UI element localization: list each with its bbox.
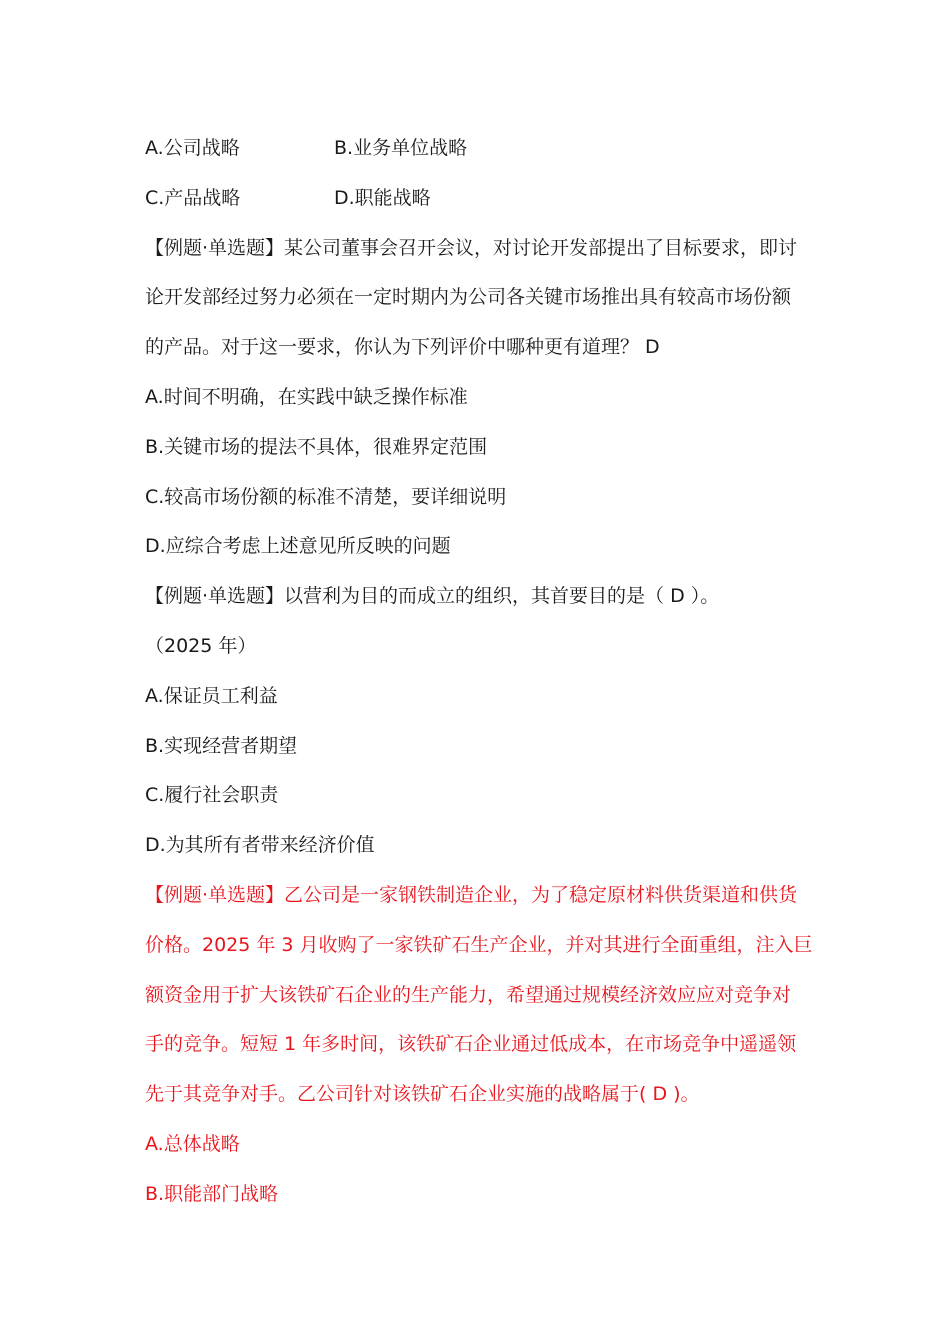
- option-row: [145, 174, 825, 224]
- question-1-option-d: D.应综合考虑上述意见所反映的问题: [145, 535, 451, 558]
- document-page: [145, 124, 825, 1220]
- question-1-line: 论开发部经过努力必须在一定时期内为公司各关键市场推出具有较高市场份额: [145, 286, 792, 309]
- question-1-line: 的产品。对于这一要求，你认为下列评价中哪种更有道理？ D: [145, 336, 660, 359]
- question-1-option-c: C.较高市场份额的标准不清楚，要详细说明: [145, 485, 507, 508]
- question-3-line: 额资金用于扩大该铁矿石企业的生产能力，希望通过规模经济效应应对竞争对: [145, 983, 792, 1006]
- question-3-option-b: B.职能部门战略: [145, 1182, 279, 1205]
- question-3-line: 【例题·单选题】乙公司是一家钢铁制造企业，为了稳定原材料供货渠道和供货: [145, 883, 798, 906]
- question-2-option-d: D.为其所有者带来经济价值: [145, 834, 375, 857]
- option-c: C.产品战略: [145, 186, 241, 209]
- option-a: A.公司战略: [145, 137, 240, 159]
- question-1-option-b: B.关键市场的提法不具体，很难界定范围: [145, 435, 488, 458]
- question-3-line: 价格。2025 年 3 月收购了一家铁矿石生产企业，并对其进行全面重组，注入巨: [145, 933, 813, 956]
- option-d: D.职能战略: [334, 186, 431, 209]
- question-2-option-b: B.实现经营者期望: [145, 734, 298, 757]
- question-3-line: 先于其竞争对手。乙公司针对该铁矿石企业实施的战略属于( D )。: [145, 1083, 700, 1106]
- question-2-option-a: A.保证员工利益: [145, 684, 278, 707]
- question-3-option-a: A.总体战略: [145, 1132, 240, 1155]
- question-1-line: 【例题·单选题】某公司董事会召开会议，对讨论开发部提出了目标要求，即讨: [145, 236, 798, 259]
- option-row: [145, 124, 825, 174]
- question-1-option-a: A.时间不明确，在实践中缺乏操作标准: [145, 385, 468, 408]
- question-2-line: 【例题·单选题】以营利为目的而成立的组织，其首要目的是（ D ）。: [145, 585, 720, 608]
- question-2-year: （2025 年）: [145, 634, 257, 657]
- option-b: B.业务单位战略: [334, 137, 468, 159]
- question-2-option-c: C.履行社会职责: [145, 784, 279, 807]
- question-3-line: 手的竞争。短短 1 年多时间，该铁矿石企业通过低成本，在市场竞争中遥遥领: [145, 1033, 797, 1056]
